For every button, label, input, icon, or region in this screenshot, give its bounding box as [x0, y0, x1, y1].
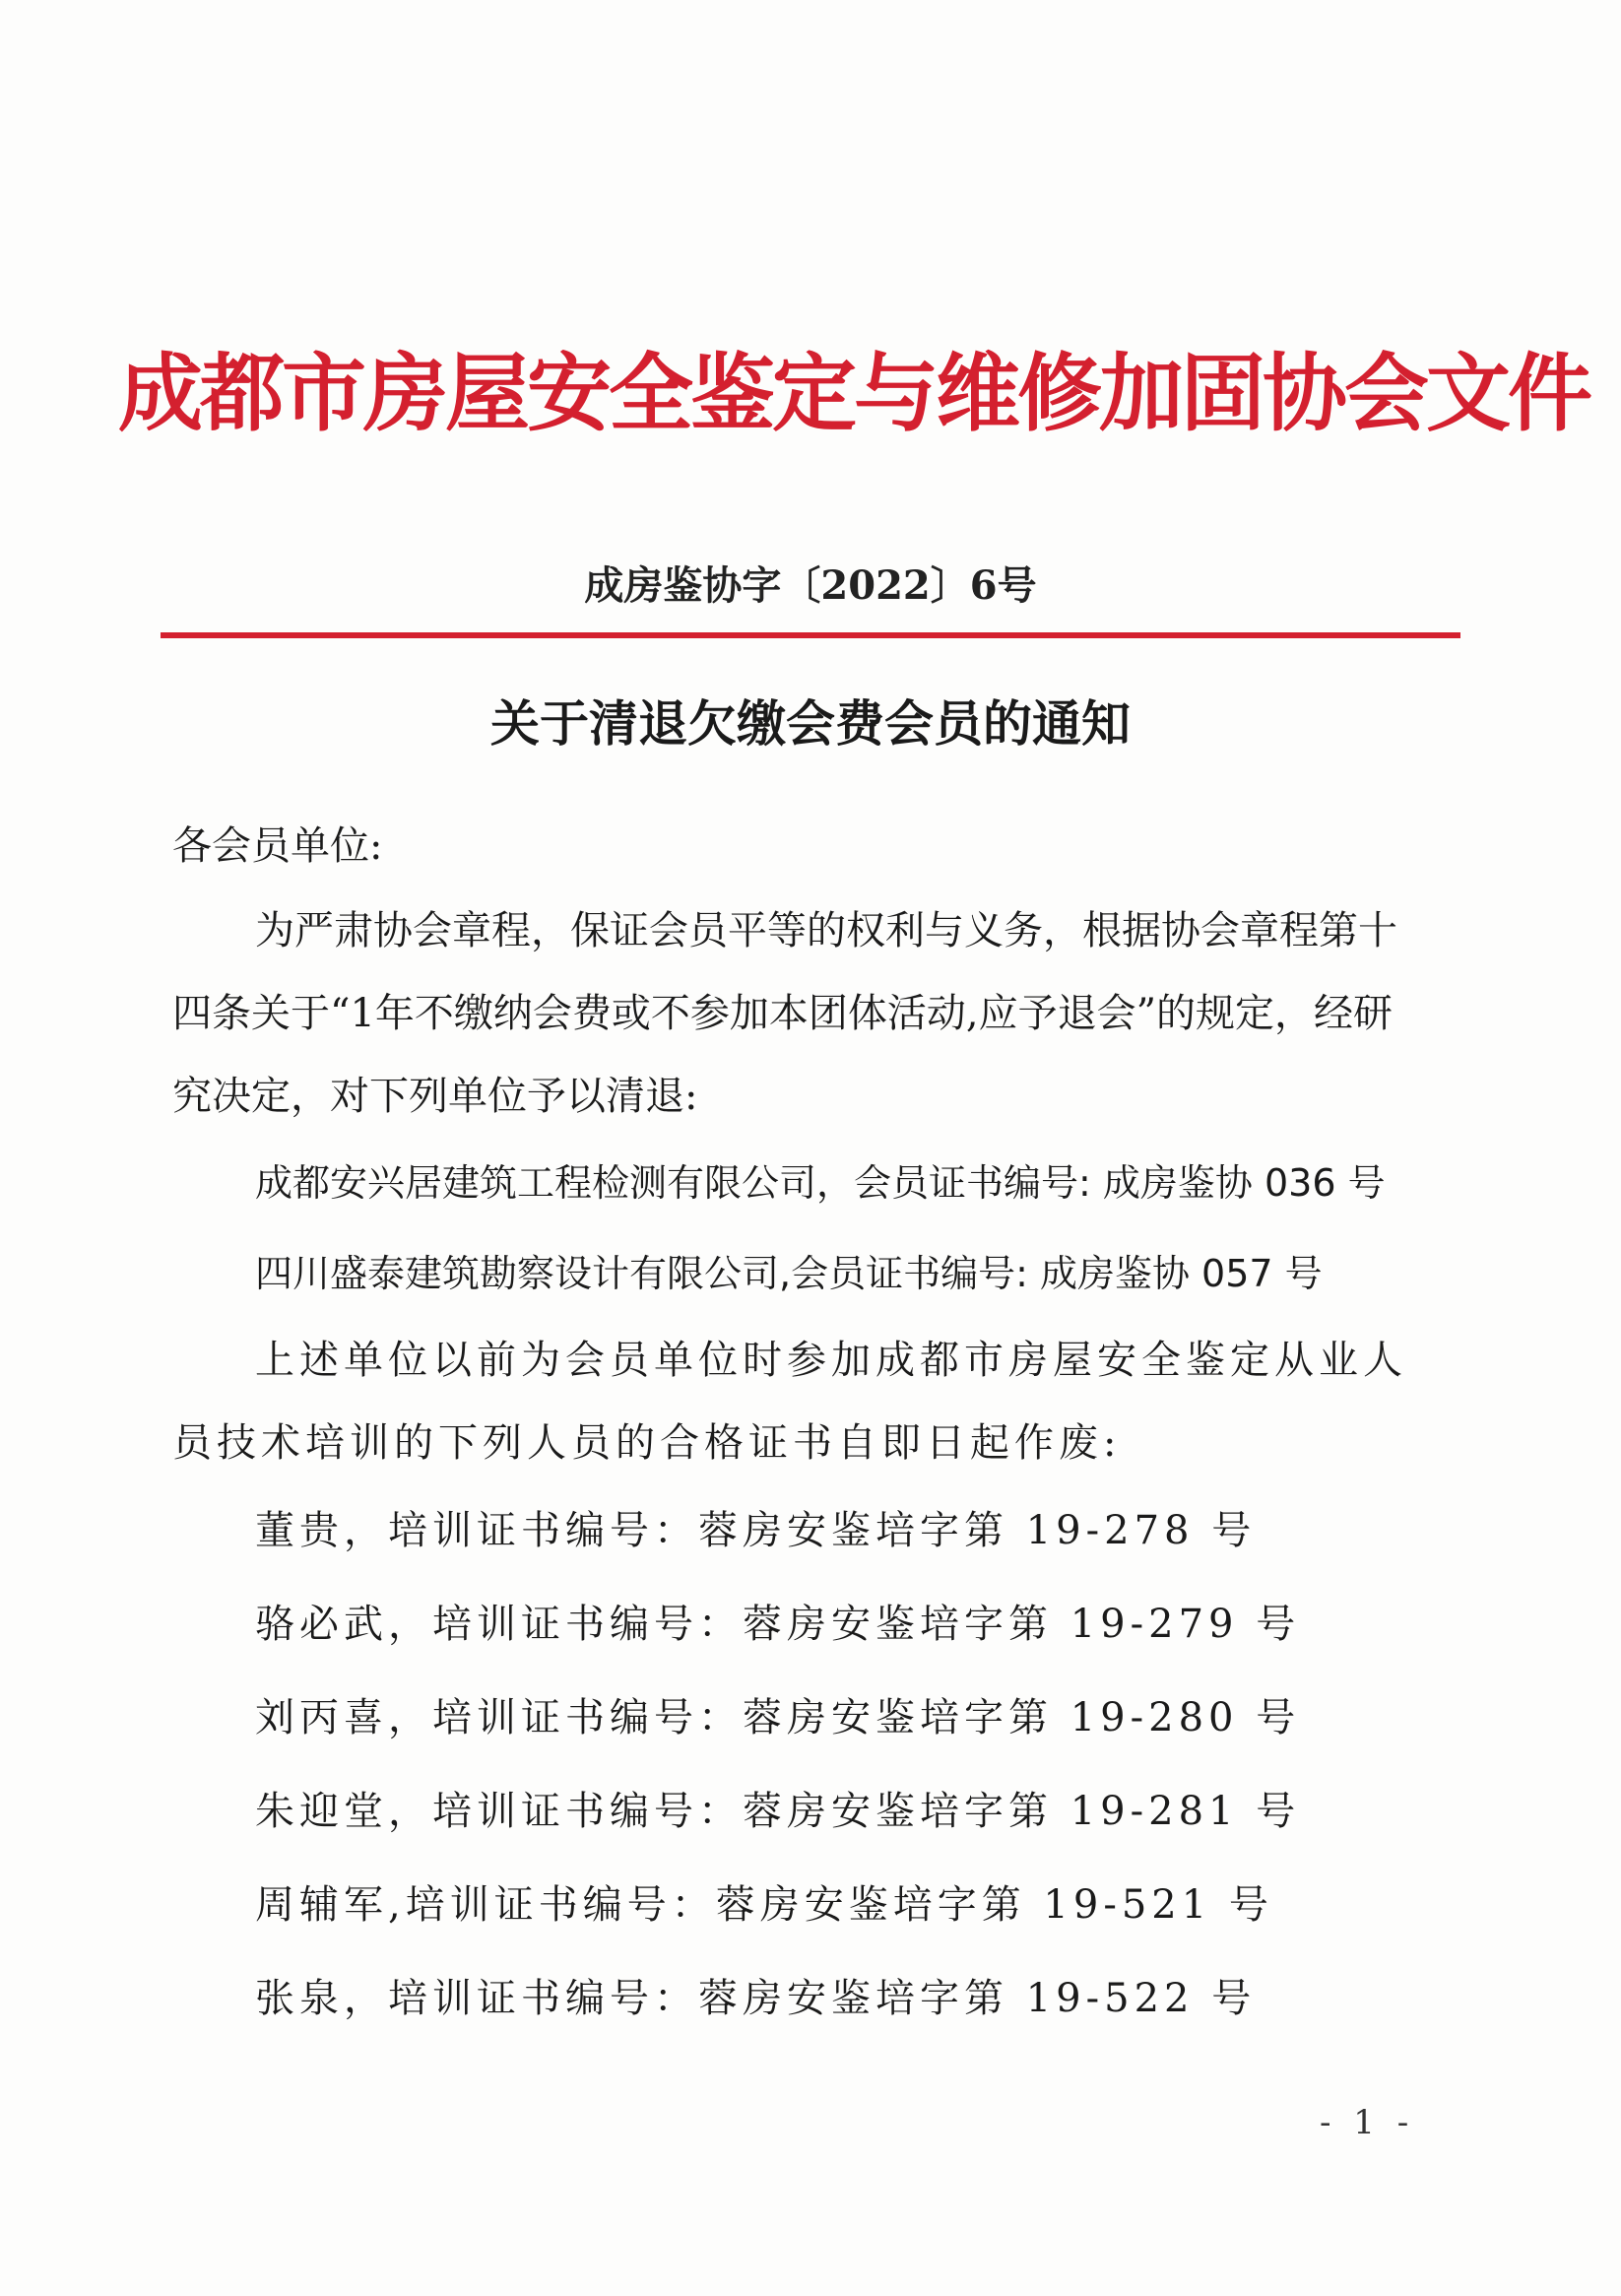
salutation: 各会员单位:	[172, 823, 383, 869]
paragraph-certificates: 上述单位以前为会员单位时参加成都市房屋安全鉴定从业人员技术培训的下列人员的合格证书自即日起作废:	[172, 1338, 1407, 1466]
person-item-1: 董贵，培训证书编号：蓉房安鉴培字第 19-278 号	[255, 1508, 1257, 1553]
person-item-4: 朱迎堂，培训证书编号：蓉房安鉴培字第 19-281 号	[255, 1789, 1301, 1834]
unit-item-2: 四川盛泰建筑勘察设计有限公司,会员证书编号: 成房鉴协 057 号	[255, 1252, 1323, 1295]
person-item-5: 周辅军,培训证书编号：蓉房安鉴培字第 19-521 号	[255, 1882, 1273, 1928]
person-item-6: 张泉，培训证书编号：蓉房安鉴培字第 19-522 号	[255, 1976, 1257, 2021]
page-number: - 1 -	[1320, 2103, 1415, 2142]
person-item-2: 骆必武，培训证书编号：蓉房安鉴培字第 19-279 号	[255, 1602, 1301, 1647]
notice-body	[172, 803, 1418, 2046]
red-divider-line	[161, 632, 1460, 638]
paragraph-decision: 为严肃协会章程，保证会员平等的权利与义务，根据协会章程第十四条关于“1年不缴纳会费或不参加本团体活动,应予退会”的规定，经研究决定，对下列单位予以清退:	[172, 908, 1397, 1119]
document-header-title: 成都市房屋安全鉴定与维修加固协会文件	[118, 345, 1589, 443]
unit-item-1: 成都安兴居建筑工程检测有限公司，会员证书编号: 成房鉴协 036 号	[255, 1161, 1386, 1205]
person-item-3: 刘丙喜，培训证书编号：蓉房安鉴培字第 19-280 号	[255, 1695, 1301, 1740]
document-number: 成房鉴协字〔2022〕6号	[584, 562, 1037, 609]
notice-title: 关于清退欠缴会费会员的通知	[490, 694, 1131, 753]
